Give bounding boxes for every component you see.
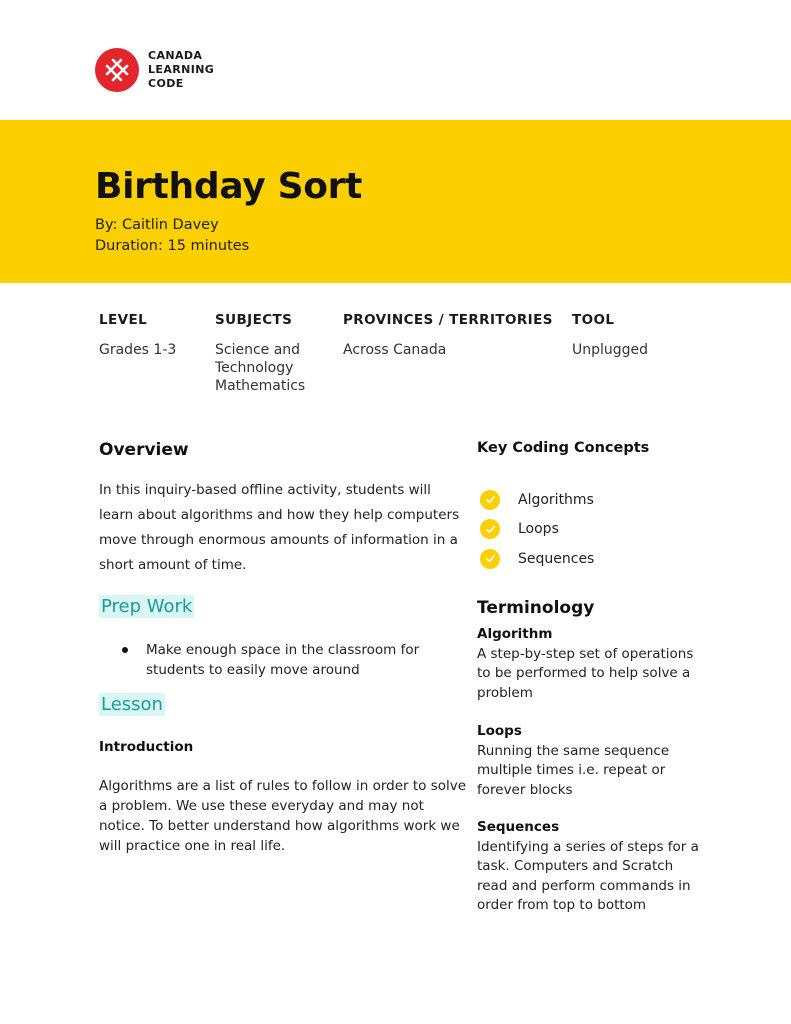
term-entry	[477, 722, 707, 800]
logo-wordmark	[148, 49, 214, 91]
list-item	[122, 640, 442, 680]
logo-line: CANADA	[148, 49, 203, 62]
meta-value-line: Mathematics	[215, 378, 306, 394]
term-entry	[477, 625, 707, 703]
byline	[95, 215, 249, 257]
brand-logo	[95, 48, 214, 92]
list-item	[480, 485, 594, 515]
meta-provinces-label: PROVINCES / TERRITORIES	[343, 312, 553, 328]
bullet-icon	[122, 647, 128, 653]
key-concepts-list	[480, 485, 594, 574]
page-title: Birthday Sort	[95, 166, 363, 207]
term-definition: Running the same sequence multiple times i.e. repeat or forever blocks	[477, 742, 670, 798]
prep-item-text: Make enough space in the classroom for students to easily move around	[146, 642, 420, 678]
term-name: Sequences	[477, 819, 560, 835]
meta-level-label: LEVEL	[99, 312, 148, 328]
meta-subjects-value	[215, 341, 305, 395]
duration: Duration: 15 minutes	[95, 238, 250, 254]
author: By: Caitlin Davey	[95, 217, 219, 233]
concept-label: Algorithms	[518, 491, 594, 508]
meta-value-line: Technology	[215, 360, 294, 376]
checkmark-icon	[480, 519, 500, 539]
introduction-heading: Introduction	[99, 739, 194, 755]
meta-tool-value	[572, 341, 648, 359]
logo-mark-icon	[95, 48, 139, 92]
checkmark-icon	[480, 490, 500, 510]
meta-value-line: Science and	[215, 342, 301, 358]
logo-line: CODE	[148, 77, 184, 90]
introduction-text: Algorithms are a list of rules to follow in order to solve a problem. We use these everyday and may not notice. To better understand how algorithms work we will practice one in real life.	[99, 778, 467, 854]
meta-value-line: Unplugged	[572, 342, 649, 358]
term-definition: Identifying a series of steps for a task. Computers and Scratch read and perform commands in order from top to bottom	[477, 838, 699, 913]
meta-value-line: Across Canada	[343, 342, 447, 358]
term-definition: A step-by-step set of operations to be performed to help solve a problem	[477, 645, 694, 701]
checkmark-icon	[480, 549, 500, 569]
meta-provinces	[343, 312, 553, 359]
meta-provinces-value	[343, 341, 553, 359]
concept-label: Sequences	[518, 550, 595, 567]
meta-level	[99, 312, 176, 359]
list-item	[480, 515, 594, 545]
term-name: Algorithm	[477, 626, 553, 642]
prep-work-heading: Prep Work	[101, 596, 193, 617]
list-item	[480, 544, 594, 574]
logo-line: LEARNING	[148, 63, 215, 76]
overview-heading: Overview	[99, 440, 189, 460]
meta-subjects-label: SUBJECTS	[215, 312, 293, 328]
meta-tool-label: TOOL	[572, 312, 615, 328]
meta-tool	[572, 312, 648, 359]
meta-value-line: Grades 1-3	[99, 342, 177, 358]
overview-text: In this inquiry-based offline activity, students will learn about algorithms and how they help computers move through enormous amounts of information in a short amount of time.	[99, 482, 460, 573]
term-entry	[477, 818, 707, 916]
terminology-heading: Terminology	[477, 598, 595, 618]
lesson-heading: Lesson	[101, 694, 163, 715]
key-concepts-heading: Key Coding Concepts	[477, 440, 650, 456]
term-name: Loops	[477, 723, 522, 739]
title-banner	[0, 120, 791, 283]
meta-subjects	[215, 312, 305, 395]
meta-level-value	[99, 341, 176, 359]
concept-label: Loops	[518, 521, 559, 538]
